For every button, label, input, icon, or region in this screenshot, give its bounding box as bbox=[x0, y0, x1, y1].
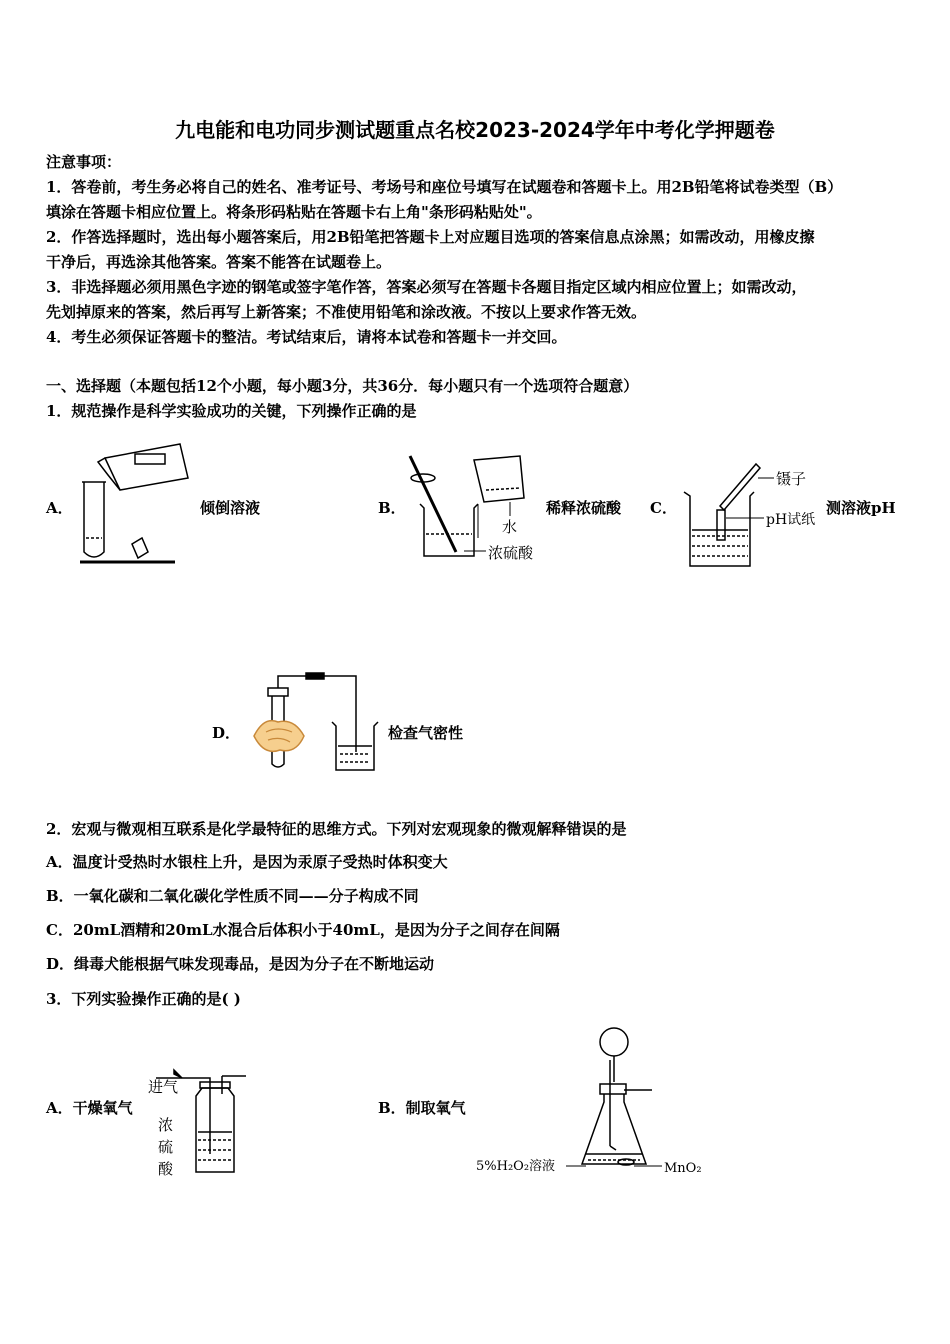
q2-option: A．温度计受热时水银柱上升，是因为汞原子受热时体积变大 bbox=[46, 853, 448, 871]
q1-option-d-text: 检查气密性 bbox=[388, 724, 464, 742]
question-3-stem: 3．下列实验操作正确的是( ) bbox=[46, 990, 241, 1008]
page-title: 九电能和电功同步测试题重点名校2023-2024学年中考化学押题卷 bbox=[175, 118, 775, 142]
ph-paper-label: pH试纸 bbox=[766, 512, 816, 528]
oxygen-generation-illustration bbox=[474, 1022, 714, 1180]
ph-test-illustration bbox=[684, 462, 824, 572]
notice-line: 干净后，再选涂其他答案。答案不能答在试题卷上。 bbox=[46, 253, 392, 271]
q1-option-b-label: B． bbox=[378, 499, 406, 517]
q2-option: B．一氧化碳和二氧化碳化学性质不同——分子构成不同 bbox=[46, 887, 419, 905]
notice-line: 2．作答选择题时，选出每小题答案后，用2B铅笔把答题卡上对应题目选项的答案信息点涂黑；如需改动，用橡皮擦 bbox=[46, 228, 815, 246]
h2o2-label: 5%H₂O₂溶液 bbox=[476, 1159, 556, 1174]
notice-heading: 注意事项： bbox=[46, 153, 122, 171]
dilution-illustration bbox=[398, 448, 548, 568]
gas-in-label: 进气 bbox=[148, 1078, 179, 1096]
notice-line: 3．非选择题必须用黑色字迹的钢笔或签字笔作答，答案必须写在答题卡各题目指定区域内相应位置上；如需改动， bbox=[46, 278, 807, 296]
q3-option-b-label: B．制取氧气 bbox=[378, 1099, 466, 1117]
q2-option: D．缉毒犬能根据气味发现毒品，是因为分子在不断地运动 bbox=[46, 955, 435, 973]
section-heading: 一、选择题（本题包括12个小题，每小题3分，共36分．每小题只有一个选项符合题意） bbox=[46, 377, 639, 395]
question-1-stem: 1．规范操作是科学实验成功的关键，下列操作正确的是 bbox=[46, 402, 417, 420]
notice-line: 4．考生必须保证答题卡的整洁。考试结束后，请将本试卷和答题卡一并交回。 bbox=[46, 328, 567, 346]
mno2-label: MnO₂ bbox=[664, 1161, 702, 1176]
q3-option-a-label: A．干燥氧气 bbox=[46, 1099, 133, 1117]
notice-line: 1．答卷前，考生务必将自己的姓名、准考证号、考场号和座位号填写在试题卷和答题卡上。用2B铅笔将试卷类型（B） bbox=[46, 178, 843, 196]
acid-char: 浓 bbox=[158, 1116, 174, 1134]
water-label: 水 bbox=[502, 518, 518, 536]
q1-option-a-label: A． bbox=[46, 499, 73, 517]
airtightness-illustration bbox=[250, 666, 385, 776]
tweezers-label: 镊子 bbox=[776, 470, 807, 488]
acid-char: 硫 bbox=[158, 1138, 174, 1156]
question-2-stem: 2．宏观与微观相互联系是化学最特征的思维方式。下列对宏观现象的微观解释错误的是 bbox=[46, 820, 627, 838]
notice-line: 先划掉原来的答案，然后再写上新答案；不准使用铅笔和涂改液。不按以上要求作答无效。 bbox=[46, 303, 647, 321]
acid-char: 酸 bbox=[158, 1160, 174, 1178]
pouring-illustration bbox=[80, 440, 195, 570]
q1-option-c-label: C． bbox=[650, 499, 677, 517]
gas-drying-illustration bbox=[146, 1064, 256, 1182]
notice-line: 填涂在答题卡相应位置上。将条形码粘贴在答题卡右上角"条形码粘贴处"。 bbox=[46, 203, 542, 221]
q1-option-b-text: 稀释浓硫酸 bbox=[546, 499, 622, 517]
q1-option-d-label: D． bbox=[212, 724, 241, 742]
acid-label: 浓硫酸 bbox=[488, 544, 534, 562]
q1-option-c-text: 测溶液pH bbox=[826, 499, 896, 517]
q2-option: C．20mL酒精和20mL水混合后体积小于40mL，是因为分子之间存在间隔 bbox=[46, 921, 560, 939]
q1-option-a-text: 倾倒溶液 bbox=[200, 499, 261, 517]
